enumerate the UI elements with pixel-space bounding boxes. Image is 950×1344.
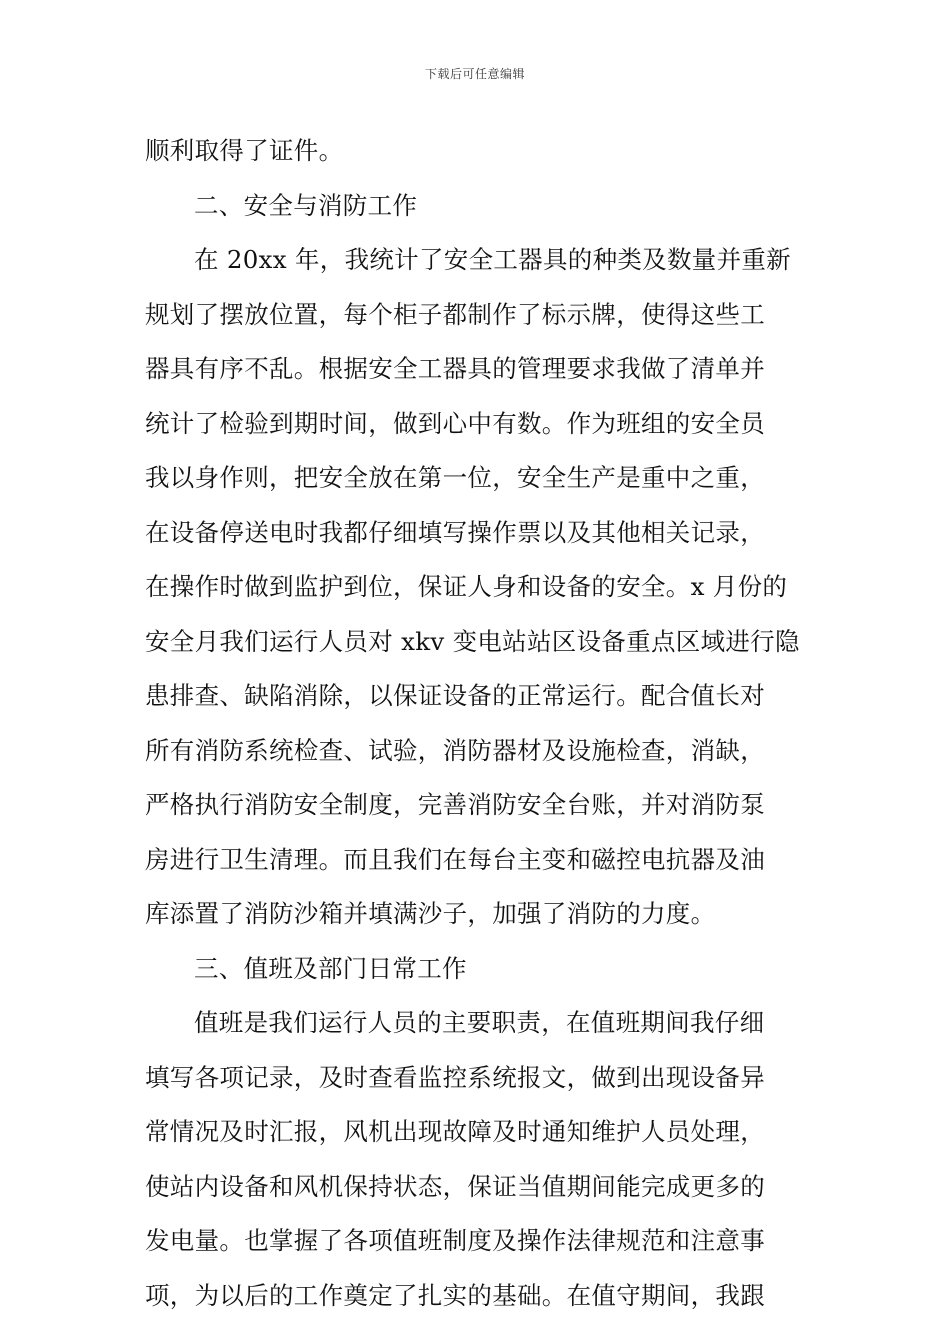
paragraph-line: 顺利取得了证件。 bbox=[145, 136, 344, 165]
paragraph-line: 房进行卫生清理。而且我们在每台主变和磁控电抗器及油 bbox=[145, 844, 765, 874]
paragraph-line: 严格执行消防安全制度，完善消防安全台账，并对消防泵 bbox=[145, 790, 765, 819]
paragraph-line: 使站内设备和风机保持状态，保证当值期间能完成更多的 bbox=[145, 1171, 765, 1201]
paragraph-line: 安全月我们运行人员对 xkv 变电站站区设备重点区域进行隐 bbox=[145, 626, 800, 656]
paragraph-line: 项，为以后的工作奠定了扎实的基础。在值守期间，我跟 bbox=[145, 1280, 765, 1310]
paragraph-line: 值班是我们运行人员的主要职责，在值班期间我仔细 bbox=[194, 1008, 765, 1037]
paragraph-line: 常情况及时汇报，风机出现故障及时通知维护人员处理， bbox=[145, 1117, 765, 1146]
section-heading: 二、安全与消防工作 bbox=[194, 190, 418, 220]
paragraph-line: 库添置了消防沙箱并填满沙子，加强了消防的力度。 bbox=[145, 899, 716, 928]
paragraph-line: 发电量。也掌握了各项值班制度及操作法律规范和注意事 bbox=[145, 1226, 765, 1255]
paragraph-line: 器具有序不乱。根据安全工器具的管理要求我做了清单并 bbox=[145, 354, 765, 383]
paragraph-line: 在操作时做到监护到位，保证人身和设备的安全。x 月份的 bbox=[145, 572, 788, 601]
document-body bbox=[145, 124, 810, 1323]
paragraph-line: 规划了摆放位置，每个柜子都制作了标示牌，使得这些工 bbox=[145, 299, 765, 329]
paragraph-line: 统计了检验到期时间，做到心中有数。作为班组的安全员 bbox=[145, 408, 765, 438]
paragraph-line: 患排查、缺陷消除，以保证设备的正常运行。配合值长对 bbox=[145, 681, 765, 710]
paragraph-line: 在设备停送电时我都仔细填写操作票以及其他相关记录， bbox=[145, 517, 765, 547]
paragraph-line: 我以身作则，把安全放在第一位，安全生产是重中之重， bbox=[145, 463, 765, 492]
section-heading: 三、值班及部门日常工作 bbox=[194, 953, 467, 983]
paragraph-line: 填写各项记录，及时查看监控系统报文，做到出现设备异 bbox=[145, 1062, 765, 1092]
paragraph-line: 所有消防系统检查、试验，消防器材及设施检查，消缺， bbox=[145, 735, 765, 765]
page-header: 下载后可任意编辑 bbox=[424, 67, 525, 81]
paragraph-line: 在 20xx 年，我统计了安全工器具的种类及数量并重新 bbox=[194, 245, 791, 274]
